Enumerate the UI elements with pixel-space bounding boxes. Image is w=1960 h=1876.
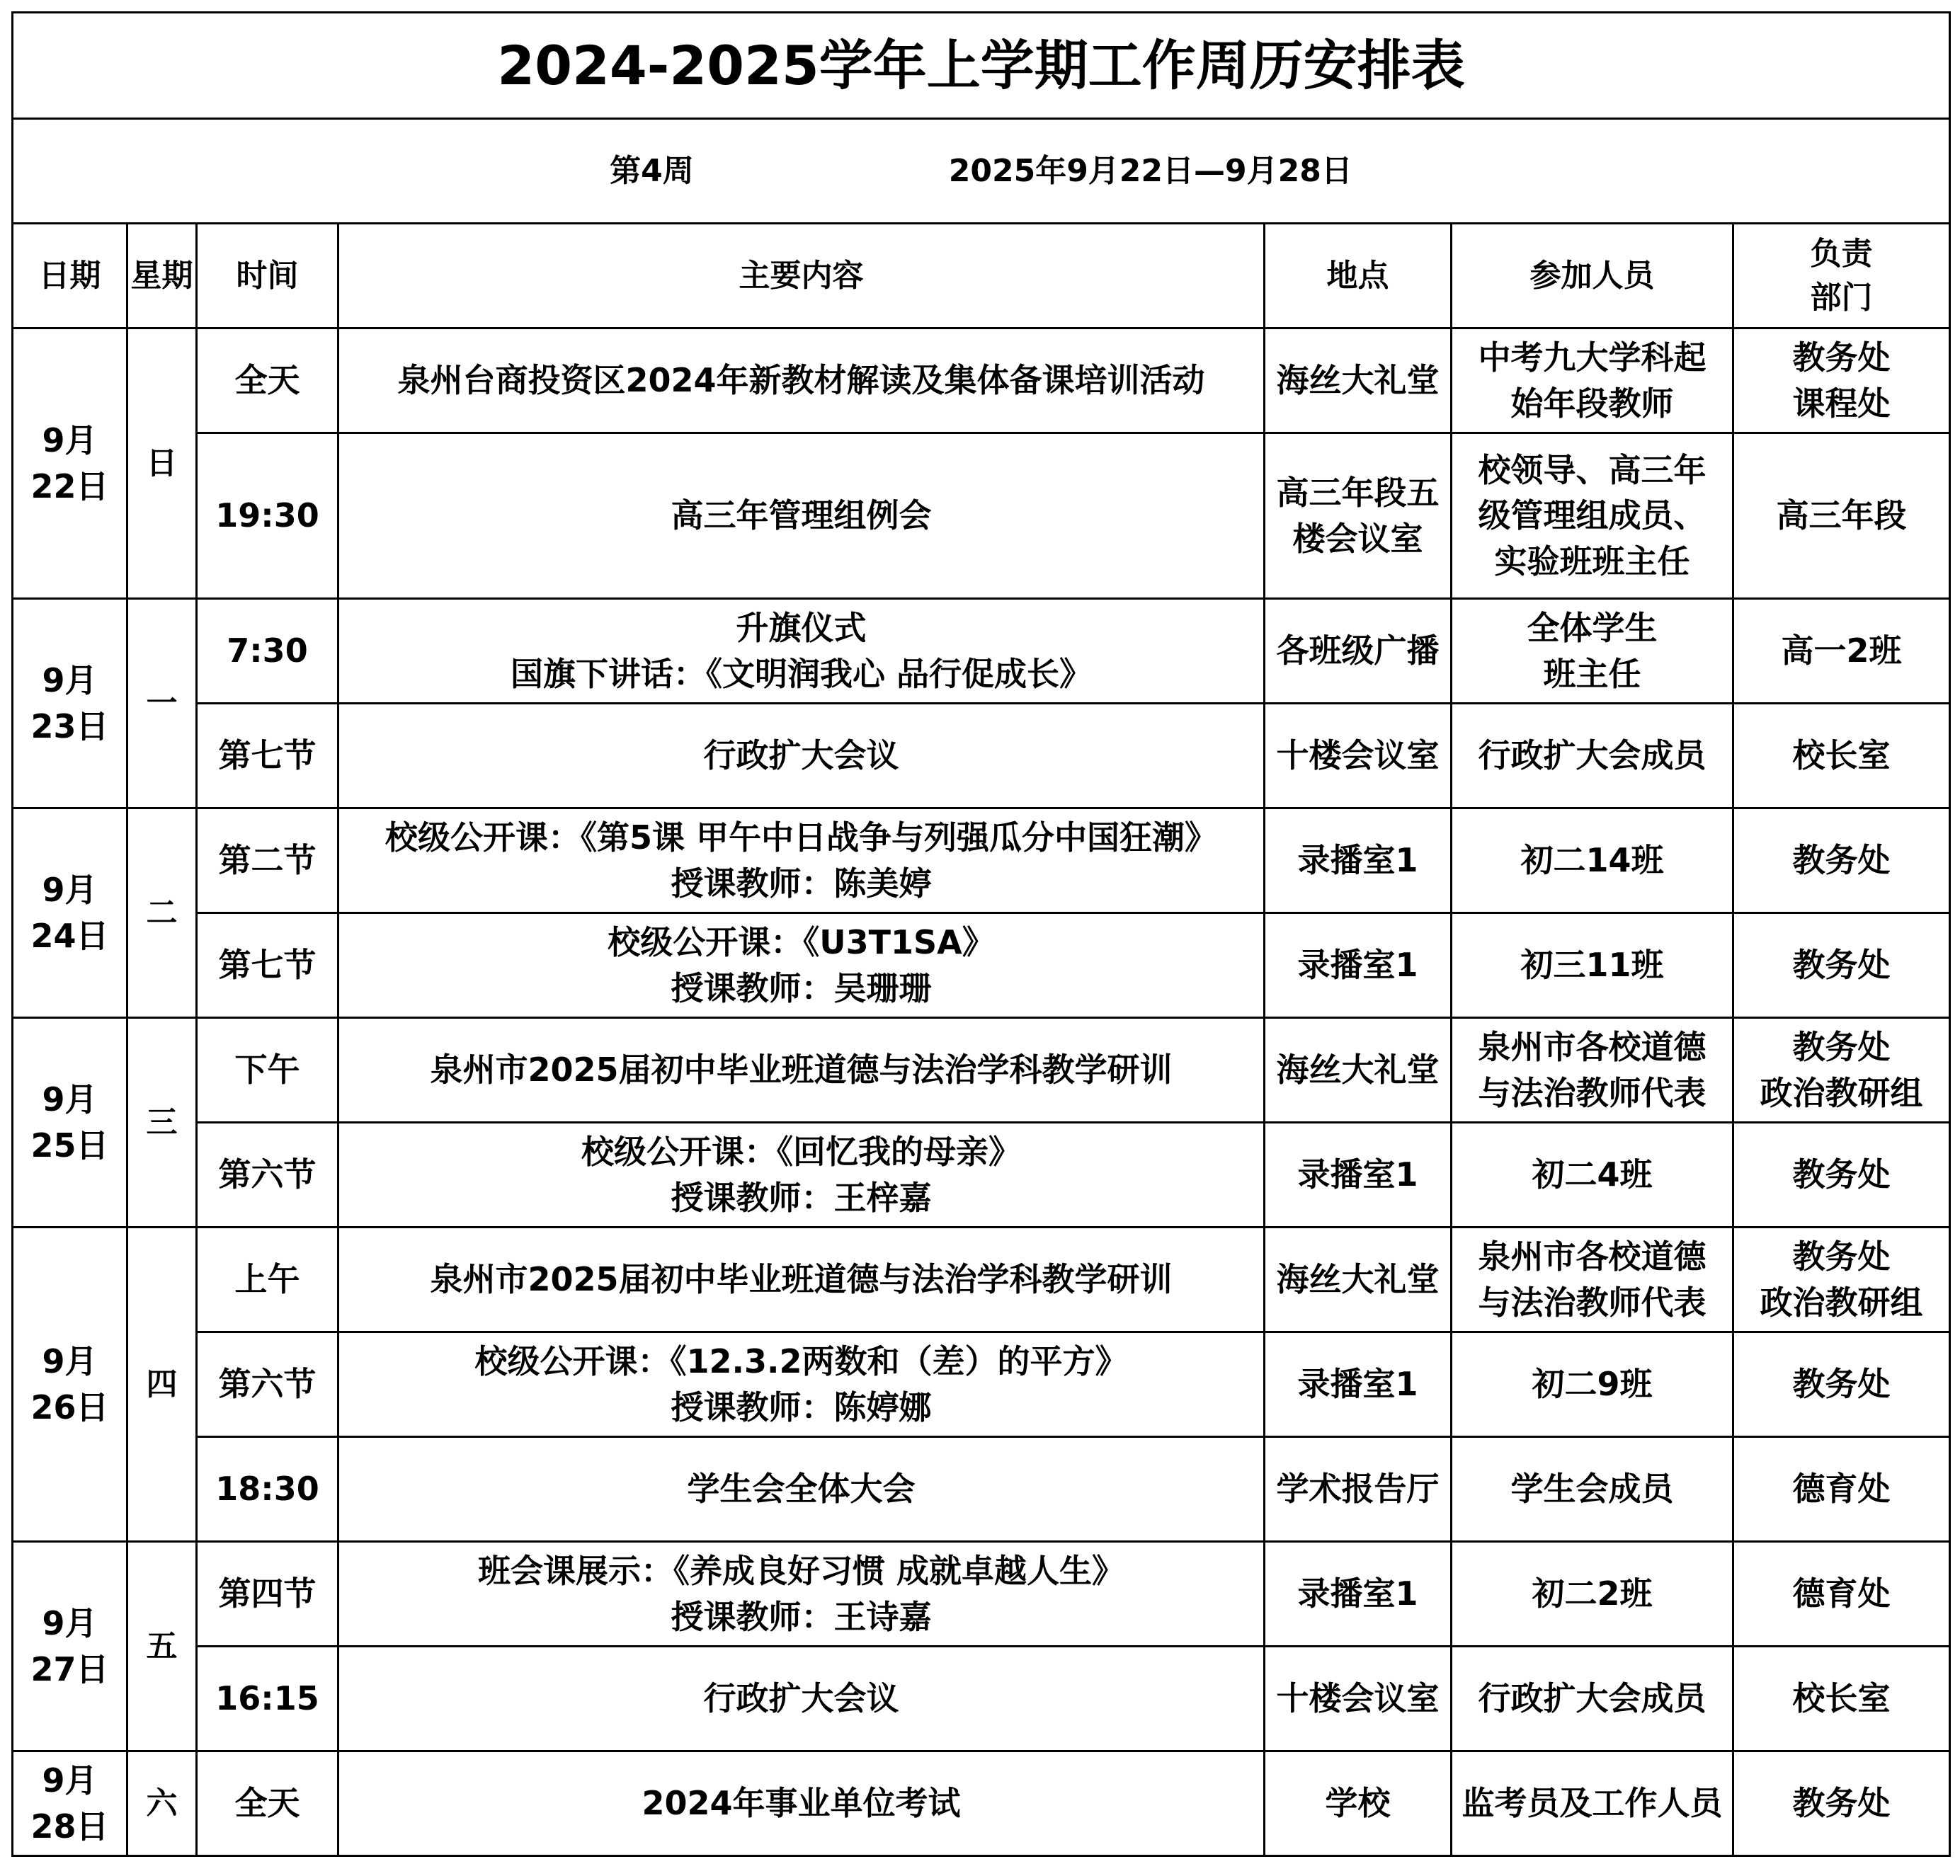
date-cell [13,1542,127,1751]
content-cell-line: 授课教师：吴珊珊 [671,968,932,1007]
time-cell: 第六节 [197,1332,338,1437]
people-cell-line: 行政扩大会成员 [1478,736,1707,775]
time-cell: 19:30 [197,433,338,599]
week-info [13,119,1950,224]
weekday-cell: 四 [127,1228,197,1542]
dept-cell [1733,704,1950,808]
people-cell [1452,1751,1733,1856]
time-cell: 7:30 [197,599,338,704]
place-cell-line: 录播室1 [1297,841,1418,880]
table-row [13,1751,1950,1856]
weekday-cell: 三 [127,1018,197,1228]
table-row [13,599,1950,704]
date-cell [13,1018,127,1228]
dept-cell [1733,1647,1950,1751]
dept-cell-line: 教务处 [1792,1028,1891,1067]
dept-cell [1733,328,1950,433]
date-cell [13,328,127,599]
people-cell-line: 级管理组成员、 [1478,496,1707,535]
content-cell-line: 国旗下讲话：《文明润我心 品行促成长》 [510,654,1092,693]
date-cell-line: 9月 [42,1080,98,1119]
date-cell-line: 27日 [30,1649,109,1688]
date-cell-line: 28日 [30,1807,109,1846]
dept-cell [1733,1751,1950,1856]
table-row [13,1332,1950,1437]
title-row [13,13,1950,119]
table-row [13,704,1950,808]
weekday-cell: 日 [127,328,197,599]
dept-cell-line: 教务处 [1792,1784,1891,1823]
dept-cell [1733,1332,1950,1437]
content-cell [338,1123,1265,1228]
people-cell [1452,808,1733,913]
place-cell [1265,599,1452,704]
people-cell-line: 初三11班 [1520,946,1664,985]
place-cell [1265,1123,1452,1228]
dept-cell-line: 校长室 [1792,1679,1891,1718]
content-cell-line: 泉州市2025届初中毕业班道德与法治学科教学研训 [430,1260,1173,1299]
header-content: 主要内容 [338,224,1265,328]
people-cell-line: 实验班班主任 [1494,542,1690,580]
people-cell-line: 与法治教师代表 [1478,1283,1707,1322]
place-cell [1265,1751,1452,1856]
content-cell [338,1647,1265,1751]
date-cell-line: 22日 [30,467,109,505]
dept-cell [1733,1228,1950,1332]
table-row [13,1018,1950,1123]
table-row [13,328,1950,433]
content-cell-line: 校级公开课：《第5课 甲午中日战争与列强瓜分中国狂潮》 [384,818,1218,857]
people-cell [1452,1123,1733,1228]
dept-cell-line: 教务处 [1792,1365,1891,1404]
place-cell [1265,913,1452,1018]
table-row [13,1123,1950,1228]
time-cell: 下午 [197,1018,338,1123]
place-cell-line: 录播室1 [1297,1365,1418,1404]
date-cell [13,808,127,1018]
date-cell [13,1751,127,1856]
dept-cell [1733,808,1950,913]
date-cell [13,599,127,808]
dept-cell [1733,433,1950,599]
people-cell [1452,1228,1733,1332]
content-cell-line: 升旗仪式 [736,609,867,648]
date-cell-line: 9月 [42,1761,98,1800]
people-cell [1452,1018,1733,1123]
place-cell-line: 录播室1 [1297,946,1418,985]
date-cell-line: 9月 [42,661,98,700]
content-cell-line: 泉州台商投资区2024年新教材解读及集体备课培训活动 [397,361,1205,400]
people-cell [1452,328,1733,433]
time-cell: 18:30 [197,1437,338,1542]
people-cell-line: 学生会成员 [1510,1470,1674,1509]
people-cell-line: 监考员及工作人员 [1462,1784,1723,1823]
place-cell-line: 学术报告厅 [1276,1470,1440,1509]
date-cell-line: 23日 [30,707,109,745]
people-cell-line: 初二14班 [1520,841,1664,880]
table-row [13,1542,1950,1647]
content-cell-line: 泉州市2025届初中毕业班道德与法治学科教学研训 [430,1051,1173,1089]
place-cell [1265,808,1452,913]
place-cell-line: 海丝大礼堂 [1276,1260,1440,1299]
dept-cell-line: 教务处 [1792,1155,1891,1194]
table-row [13,1437,1950,1542]
date-cell-line: 24日 [30,916,109,955]
people-cell [1452,433,1733,599]
people-cell [1452,599,1733,704]
content-cell [338,433,1265,599]
dept-cell-line: 德育处 [1792,1470,1891,1509]
dept-cell-line: 教务处 [1792,1237,1891,1276]
dept-cell [1733,599,1950,704]
content-cell-line: 学生会全体大会 [687,1470,916,1509]
header-dept-line: 部门 [1810,279,1873,316]
content-cell-line: 2024年事业单位考试 [642,1784,961,1823]
place-cell [1265,1542,1452,1647]
content-cell-line: 校级公开课：《12.3.2两数和（差）的平方》 [474,1342,1128,1381]
header-dept [1733,224,1950,328]
time-cell: 第六节 [197,1123,338,1228]
table-row [13,1228,1950,1332]
dept-cell-line: 德育处 [1792,1574,1891,1613]
content-cell-line: 校级公开课：《U3T1SA》 [608,923,995,962]
people-cell-line: 初二4班 [1532,1155,1653,1194]
content-cell-line: 授课教师：王梓嘉 [671,1178,932,1217]
dept-cell [1733,1437,1950,1542]
header-row [13,224,1950,328]
time-cell: 16:15 [197,1647,338,1751]
dept-cell [1733,1018,1950,1123]
time-cell: 全天 [197,328,338,433]
people-cell [1452,1647,1733,1751]
people-cell-line: 泉州市各校道德 [1478,1028,1707,1067]
header-weekday: 星期 [127,224,197,328]
dept-cell-line: 政治教研组 [1760,1283,1923,1322]
people-cell-line: 始年段教师 [1510,384,1674,423]
content-cell [338,704,1265,808]
content-cell [338,1751,1265,1856]
dept-cell [1733,913,1950,1018]
people-cell-line: 中考九大学科起 [1478,338,1707,377]
place-cell [1265,433,1452,599]
people-cell-line: 校领导、高三年 [1478,450,1707,489]
time-cell: 第四节 [197,1542,338,1647]
people-cell-line: 初二2班 [1532,1574,1653,1613]
people-cell [1452,1332,1733,1437]
dept-cell-line: 政治教研组 [1760,1073,1923,1112]
content-cell [338,913,1265,1018]
dept-cell-line: 教务处 [1792,946,1891,985]
content-cell-line: 授课教师：陈美婷 [671,864,932,903]
place-cell [1265,1332,1452,1437]
weekday-cell: 二 [127,808,197,1018]
content-cell-line: 校级公开课：《回忆我的母亲》 [581,1133,1021,1172]
place-cell [1265,704,1452,808]
dept-cell-line: 教务处 [1792,338,1891,377]
content-cell [338,1542,1265,1647]
dept-cell [1733,1123,1950,1228]
content-cell-line: 行政扩大会议 [703,1679,899,1718]
weekday-cell: 六 [127,1751,197,1856]
content-cell-line: 授课教师：王诗嘉 [671,1597,932,1636]
people-cell-line: 班主任 [1543,654,1641,693]
date-cell-line: 25日 [30,1126,109,1165]
content-cell [338,1332,1265,1437]
content-cell [338,328,1265,433]
time-cell: 第七节 [197,913,338,1018]
people-cell [1452,1437,1733,1542]
date-cell-line: 9月 [42,1342,98,1381]
content-cell-line: 高三年管理组例会 [671,496,932,535]
header-time: 时间 [197,224,338,328]
date-cell-line: 9月 [42,1604,98,1643]
header-place: 地点 [1265,224,1452,328]
page-title: 2024-2025学年上学期工作周历安排表 [13,13,1950,119]
weekday-cell: 一 [127,599,197,808]
schedule-table [11,11,1951,1857]
dept-cell-line: 教务处 [1792,841,1891,880]
time-cell: 上午 [197,1228,338,1332]
dept-cell [1733,1542,1950,1647]
place-cell [1265,1018,1452,1123]
table-row [13,913,1950,1018]
dept-cell-line: 高一2班 [1781,631,1902,670]
place-cell-line: 高三年段五 [1276,474,1440,513]
date-cell [13,1228,127,1542]
place-cell-line: 海丝大礼堂 [1276,1051,1440,1089]
dept-cell-line: 课程处 [1792,384,1891,423]
header-date: 日期 [13,224,127,328]
people-cell-line: 全体学生 [1527,609,1658,648]
header-dept-line: 负责 [1810,235,1873,272]
content-cell [338,1437,1265,1542]
week-label: 第4周 [610,152,694,189]
table-row [13,1647,1950,1751]
people-cell [1452,913,1733,1018]
place-cell [1265,1228,1452,1332]
people-cell-line: 行政扩大会成员 [1478,1679,1707,1718]
header-people: 参加人员 [1452,224,1733,328]
place-cell-line: 学校 [1325,1784,1391,1823]
place-cell-line: 录播室1 [1297,1574,1418,1613]
place-cell [1265,1437,1452,1542]
content-cell [338,1018,1265,1123]
place-cell [1265,328,1452,433]
content-cell [338,1228,1265,1332]
people-cell-line: 与法治教师代表 [1478,1073,1707,1112]
time-cell: 第二节 [197,808,338,913]
place-cell-line: 录播室1 [1297,1155,1418,1194]
content-cell [338,808,1265,913]
date-cell-line: 9月 [42,421,98,460]
content-cell-line: 授课教师：陈婷娜 [671,1388,932,1426]
people-cell [1452,1542,1733,1647]
place-cell-line: 海丝大礼堂 [1276,361,1440,400]
date-cell-line: 9月 [42,871,98,910]
table-row [13,808,1950,913]
date-cell-line: 26日 [30,1388,109,1426]
content-cell-line: 行政扩大会议 [703,736,899,775]
place-cell-line: 楼会议室 [1292,519,1423,558]
place-cell-line: 各班级广播 [1276,631,1440,670]
table-row [13,433,1950,599]
place-cell-line: 十楼会议室 [1276,736,1440,775]
people-cell-line: 泉州市各校道德 [1478,1237,1707,1276]
content-cell-line: 班会课展示：《养成良好习惯 成就卓越人生》 [477,1552,1124,1591]
dept-cell-line: 校长室 [1792,736,1891,775]
people-cell [1452,704,1733,808]
weekday-cell: 五 [127,1542,197,1751]
dept-cell-line: 高三年段 [1776,496,1907,535]
people-cell-line: 初二9班 [1532,1365,1653,1404]
content-cell [338,599,1265,704]
week-row [13,119,1950,224]
week-range: 2025年9月22日—9月28日 [948,152,1352,189]
time-cell: 全天 [197,1751,338,1856]
place-cell [1265,1647,1452,1751]
time-cell: 第七节 [197,704,338,808]
place-cell-line: 十楼会议室 [1276,1679,1440,1718]
